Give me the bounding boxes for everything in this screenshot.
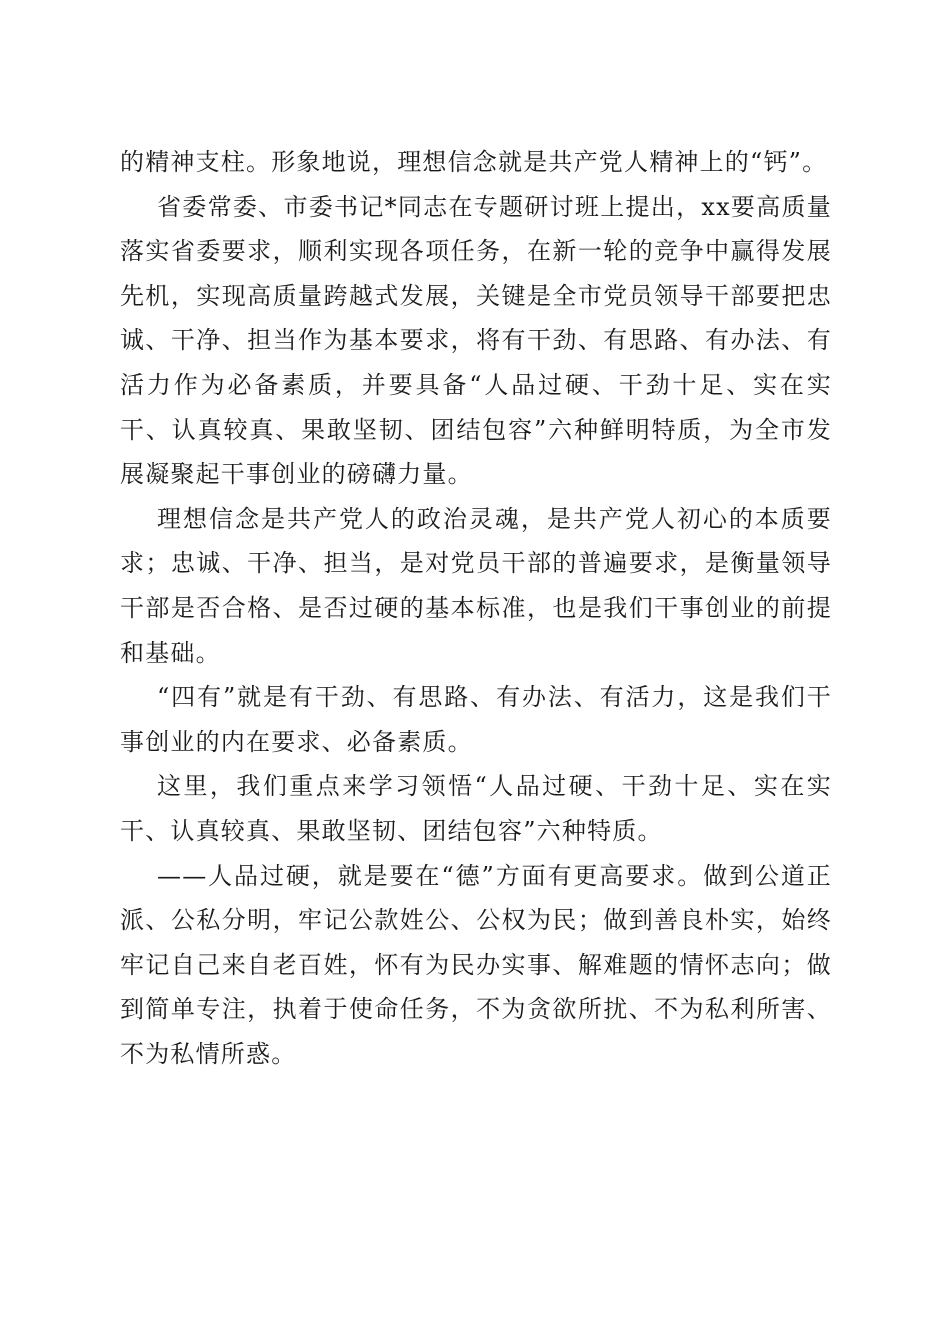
- paragraph-continuation: 的精神支柱。形象地说，理想信念就是共产党人精神上的“钙”。: [120, 148, 828, 176]
- paragraph-3: “四有”就是有干劲、有思路、有办法、有活力，这是我们干事创业的内在要求、必备素质。: [120, 683, 832, 756]
- paragraph-4: 这里，我们重点来学习领悟“人品过硬、干劲十足、实在实干、认真较真、果敢坚韧、团结包容”六种特质。: [120, 772, 832, 845]
- paragraph-1: 省委常委、市委书记*同志在专题研讨班上提出，xx要高质量落实省委要求，顺利实现各项任务，在新一轮的竞争中赢得发展先机，实现高质量跨越式发展，关键是全市党员领导干部要把忠诚、干净、担当作为基本要求，将有干劲、有思路、有办法、有活力作为必备素质，并要具备“人品过硬、干劲十足、实在实干、认真较真、果敢坚韧、团结包容”六种鲜明特质，为全市发展凝聚起干事创业的磅礴力量。: [120, 192, 832, 489]
- paragraph-5: ——人品过硬，就是要在“德”方面有更高要求。做到公道正派、公私分明，牢记公款姓公、公权为民；做到善良朴实，始终牢记自己来自老百姓，怀有为民办实事、解难题的情怀志向；做到简单专注，执着于使命任务，不为贪欲所扰、不为私利所害、不为私情所惑。: [120, 861, 832, 1068]
- paragraph-2: 理想信念是共产党人的政治灵魂，是共产党人初心的本质要求；忠诚、干净、担当，是对党员干部的普遍要求，是衡量领导干部是否合格、是否过硬的基本标准，也是我们干事创业的前提和基础。: [120, 504, 832, 667]
- document-body: [120, 140, 832, 1076]
